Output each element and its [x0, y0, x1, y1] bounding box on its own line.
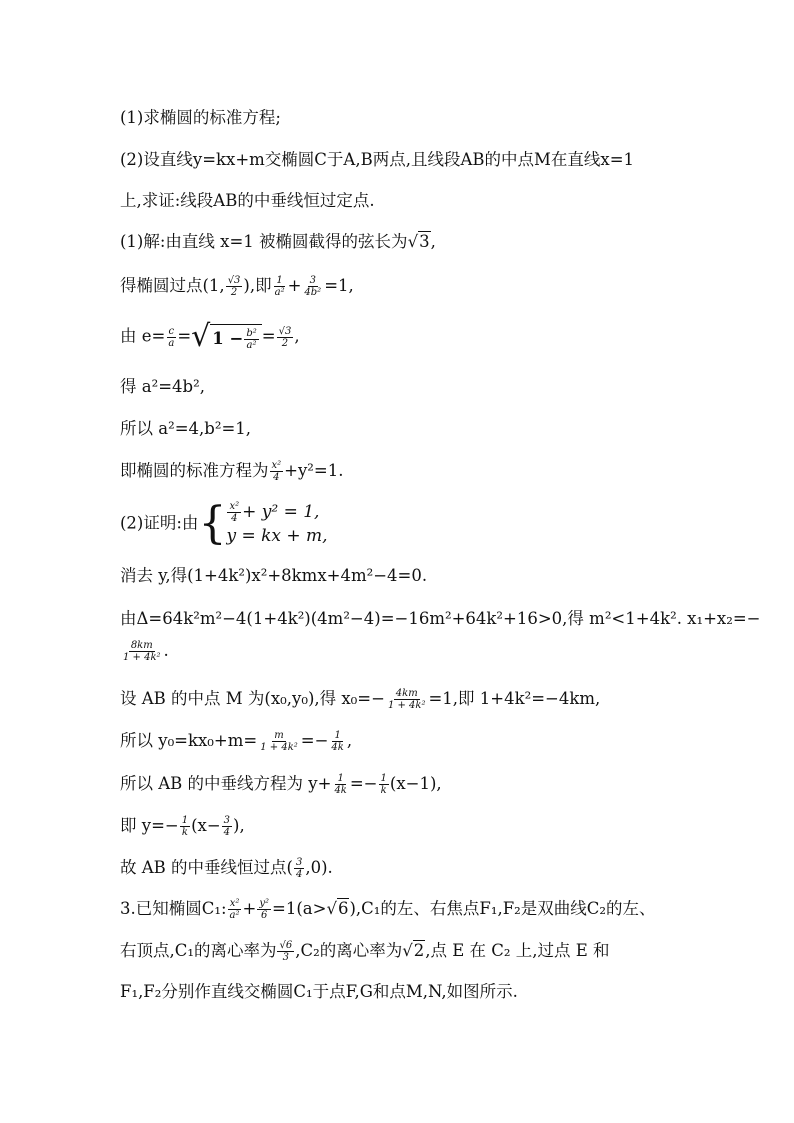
text: = [261, 326, 276, 346]
denominator: 4 [231, 513, 238, 524]
solution2-line5 [120, 688, 600, 711]
equation-system [198, 500, 327, 548]
numerator: 1 [337, 773, 344, 784]
fraction [277, 940, 294, 963]
problem3-line2 [120, 940, 610, 963]
text: 所以 a²=4,b²=1, [120, 419, 252, 438]
radicand [210, 324, 261, 351]
solution2-line2 [120, 566, 427, 586]
text: (x− [191, 816, 221, 835]
numerator: √3 [278, 325, 292, 337]
fraction [227, 501, 241, 524]
solution2-line4 [120, 640, 169, 663]
denominator: 4 [295, 869, 303, 880]
system-row-2: y = kx + m, [226, 526, 328, 546]
numerator: 4km [395, 688, 418, 699]
numerator: 1 [380, 773, 387, 784]
fraction [244, 328, 258, 351]
text: . [163, 641, 169, 660]
solution1-line5 [120, 419, 251, 439]
text: ,点 E 在 C₂ 上,过点 E 和 [425, 941, 610, 960]
fraction [226, 275, 243, 298]
numerator: 8km [130, 640, 153, 651]
text: 1 − [212, 329, 244, 348]
text: =− [300, 731, 329, 750]
fraction [228, 898, 242, 921]
text: 故 AB 的中垂线恒过点( [120, 858, 293, 877]
fraction [273, 275, 287, 298]
text: , [294, 326, 300, 346]
fraction [302, 275, 323, 298]
numerator: y² [259, 898, 270, 909]
text: 设 AB 的中点 M 为(x₀,y₀),得 x₀=− [120, 689, 385, 708]
radicand: 2 [413, 941, 425, 960]
text: =1(a> [272, 899, 327, 918]
solution1-line6 [120, 460, 344, 483]
question-part2-line1 [120, 150, 634, 170]
text: =1,即 1+4k²=−4km, [428, 689, 601, 708]
solution2-line7 [120, 773, 442, 796]
numerator: 1 [181, 815, 189, 826]
fraction [257, 898, 271, 921]
text: + [242, 899, 257, 918]
solution2-line8 [120, 815, 245, 838]
problem3-line1 [120, 898, 656, 921]
fraction [166, 326, 176, 349]
text: 即 y=− [120, 816, 179, 835]
solution1-line2 [120, 275, 354, 298]
text: ,C₂的离心率为 [295, 941, 403, 960]
text: ), [233, 816, 245, 835]
numerator: x² [271, 460, 282, 471]
fraction [277, 326, 294, 349]
left-brace: { [198, 498, 227, 549]
problem3-line3 [120, 982, 518, 1002]
numerator: c [168, 325, 175, 337]
radicand: 6 [337, 899, 349, 918]
fraction [386, 688, 428, 711]
numerator: x² [229, 898, 240, 909]
solution1-line4 [120, 377, 205, 397]
text: ),即 [243, 276, 272, 295]
sqrt-expr: √2 [402, 941, 425, 960]
text: 右顶点,C₁的离心率为 [120, 941, 277, 960]
denominator: 1 + 4k² [260, 742, 298, 753]
text: (1)求椭圆的标准方程; [120, 108, 281, 127]
text: 由Δ=64k²m²−4(1+4k²)(4m²−4)=−16m²+64k²+16>0,得 m²<1+4k². x₁+x₂=− [120, 609, 761, 628]
denominator: a² [274, 287, 285, 298]
text: 上,求证:线段AB的中垂线恒过定点. [120, 191, 375, 210]
fraction [332, 773, 348, 796]
solution2-line6 [120, 730, 352, 753]
text: 消去 y,得(1+4k²)x²+8kmx+4m²−4=0. [120, 566, 428, 585]
denominator: 4k [334, 785, 347, 796]
denominator: 3 [282, 952, 290, 963]
solution2-line1 [120, 500, 328, 548]
question-part2-line2 [120, 191, 375, 211]
text: =− [349, 774, 378, 793]
text: ,0). [305, 858, 333, 877]
solution2-line3 [120, 609, 761, 629]
denominator: 1 + 4k² [123, 652, 161, 663]
denominator: a² [246, 339, 257, 351]
numerator: m [274, 730, 284, 741]
denominator: 6 [261, 910, 268, 921]
text: 所以 y₀=kx₀+m= [120, 731, 258, 750]
numerator: 3 [309, 275, 316, 286]
radicand: 3 [419, 232, 430, 251]
denominator: 4 [223, 827, 231, 838]
fraction [294, 857, 304, 880]
question-part1 [120, 108, 281, 128]
text: 由 e= [120, 326, 166, 346]
text: , [430, 232, 436, 251]
text: = [177, 326, 192, 346]
fraction [379, 773, 389, 796]
denominator: 4 [273, 472, 280, 483]
solution2-line9 [120, 857, 333, 880]
denominator: 4b² [304, 287, 322, 298]
numerator: x² [229, 501, 240, 512]
text: + y² = 1, [242, 502, 320, 522]
fraction [270, 460, 284, 483]
numerator: √3 [227, 275, 241, 286]
numerator: √6 [279, 940, 293, 951]
denominator: 2 [230, 287, 238, 298]
text: F₁,F₂分别作直线交椭圆C₁于点F,G和点M,N,如图所示. [120, 982, 518, 1001]
text: 得椭圆过点(1, [120, 276, 225, 295]
text: 即椭圆的标准方程为 [120, 461, 269, 480]
numerator: 3 [223, 815, 231, 826]
system-row-1 [226, 500, 327, 524]
system-rows [226, 500, 327, 548]
denominator: k [380, 785, 387, 796]
fraction [222, 815, 232, 838]
denominator: 1 + 4k² [387, 700, 426, 711]
numerator: b² [246, 327, 257, 339]
denominator: k [181, 827, 188, 838]
numerator: 1 [276, 275, 283, 286]
text: (2)证明:由 [120, 513, 199, 533]
text: , [346, 731, 353, 750]
denominator: a [168, 337, 175, 349]
denominator: a² [229, 910, 240, 921]
radical-sign: √ [191, 319, 211, 354]
denominator: 2 [281, 337, 289, 349]
text: 3.已知椭圆C₁: [120, 899, 227, 918]
text: =1, [324, 276, 354, 295]
text: (x−1), [389, 774, 442, 793]
numerator: 3 [295, 857, 303, 868]
solution1-line3 [120, 319, 300, 354]
fraction [329, 730, 345, 753]
sqrt-expr: √6 [326, 899, 349, 918]
sqrt-expr: √3 [407, 232, 430, 251]
text: + [287, 276, 302, 295]
fraction [258, 730, 300, 753]
solution1-line1 [120, 232, 436, 252]
text: +y²=1. [284, 461, 344, 480]
fraction [180, 815, 190, 838]
fraction [121, 640, 163, 663]
sqrt-expr [191, 319, 262, 354]
text: (1)解:由直线 x=1 被椭圆截得的弦长为 [120, 232, 408, 251]
numerator: 1 [334, 730, 341, 741]
text: 所以 AB 的中垂线方程为 y+ [120, 774, 332, 793]
text: 得 a²=4b², [120, 377, 205, 396]
text: (2)设直线y=kx+m交椭圆C于A,B两点,且线段AB的中点M在直线x=1 [120, 150, 635, 169]
text: ),C₁的左、右焦点F₁,F₂是双曲线C₂的左、 [349, 899, 656, 918]
denominator: 4k [331, 742, 344, 753]
